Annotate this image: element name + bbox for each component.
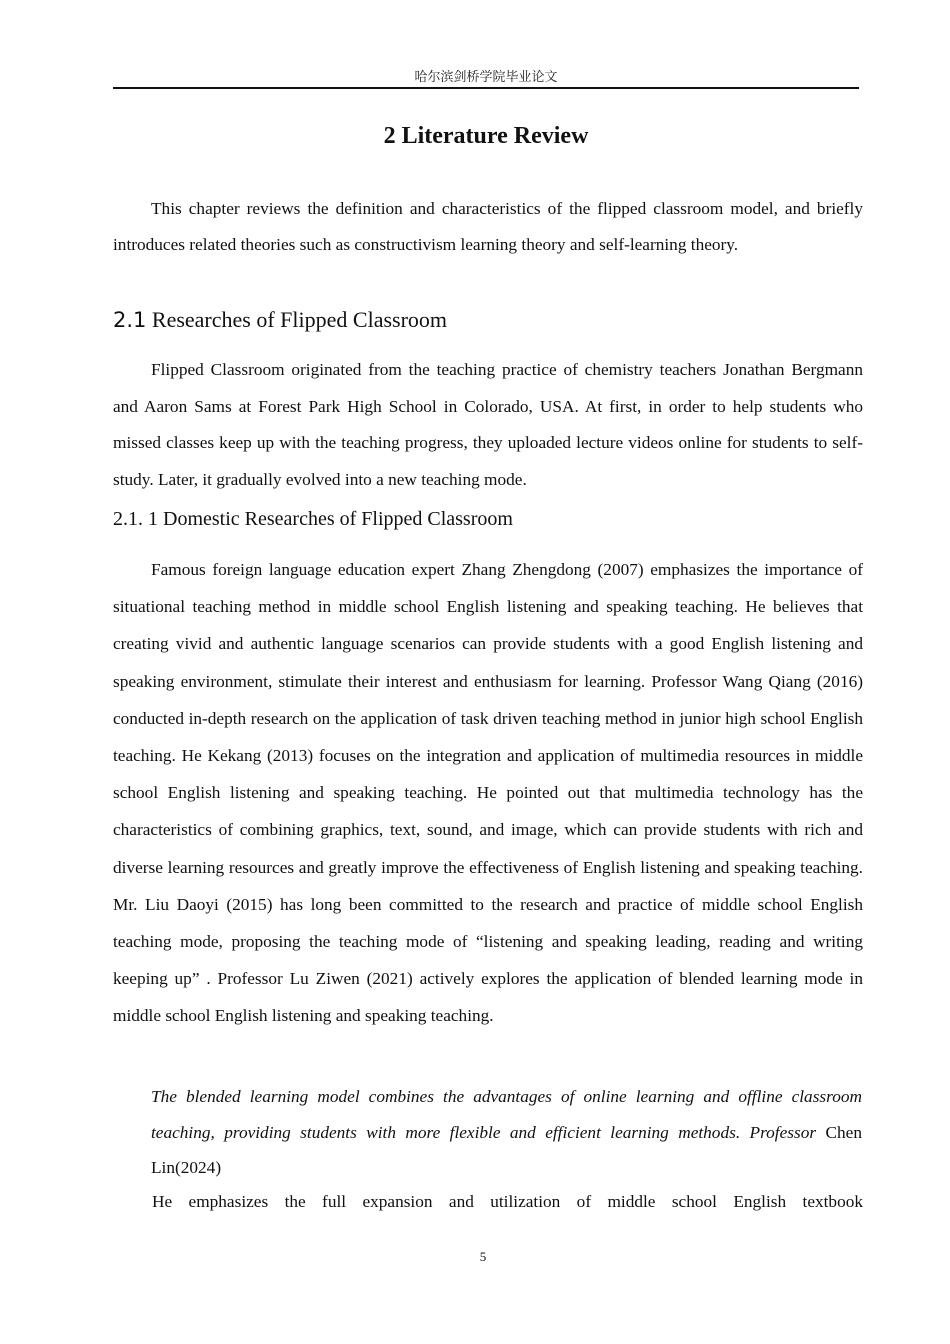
section-number: 2.1 [113, 308, 147, 332]
section-2-1-1-heading: 2.1. 1 Domestic Researches of Flipped Classroom [113, 508, 513, 530]
block-quote [151, 1079, 862, 1186]
page-number: 5 [479, 1249, 487, 1264]
intro-paragraph: This chapter reviews the definition and characteristics of the flipped classroom model, and briefly introduces related theories such as constructivism learning theory and self-learning theory. [113, 199, 863, 254]
quote-attribution: Chen Lin(2024) [151, 1122, 862, 1177]
section-2-1-paragraph: Flipped Classroom originated from the teaching practice of chemistry teachers Jonathan Bergmann and Aaron Sams at Forest Park High School in Colorado, USA. At first, in order to help students who missed classes keep up with the teaching progress, they uploaded lecture videos online for students to self-study. Later, it gradually evolved into a new teaching mode. [113, 360, 863, 489]
chapter-title: 2 Literature Review [383, 123, 589, 149]
header-rule [113, 87, 859, 89]
quote-text: The blended learning model combines the advantages of online learning and offline classroom teaching, providing students with more flexible and efficient learning methods. Professor [151, 1087, 862, 1142]
section-2-1-1-paragraph: Famous foreign language education expert Zhang Zhengdong (2007) emphasizes the importance of situational teaching method in middle school English listening and speaking teaching. He believes that creating vivid and authentic language scenarios can provide students with a good English listening and speaking environment, stimulate their interest and enthusiasm for learning. Professor Wang Qiang (2016) conducted in-depth research on the application of task driven teaching method in junior high school English teaching. He Kekang (2013) focuses on the integration and application of multimedia resources in middle school English listening and speaking teaching. He pointed out that multimedia technology has the characteristics of combining graphics, text, sound, and image, which can provide students with rich and diverse learning resources and greatly improve the effectiveness of English listening and speaking teaching. Mr. Liu Daoyi (2015) has long been committed to the research and practice of middle school English teaching mode, proposing the teaching mode of “listening and speaking leading, reading and writing keeping up” . Professor Lu Ziwen (2021) actively explores the application of blended learning mode in middle school English listening and speaking teaching. [113, 560, 863, 1026]
running-header: 哈尔滨剑桥学院毕业论文 [414, 70, 558, 85]
section-title: Researches of Flipped Classroom [146, 307, 448, 332]
section-2-1-heading [113, 307, 447, 333]
continuation-paragraph: He emphasizes the full expansion and utilization of middle school English textbook [152, 1192, 863, 1211]
